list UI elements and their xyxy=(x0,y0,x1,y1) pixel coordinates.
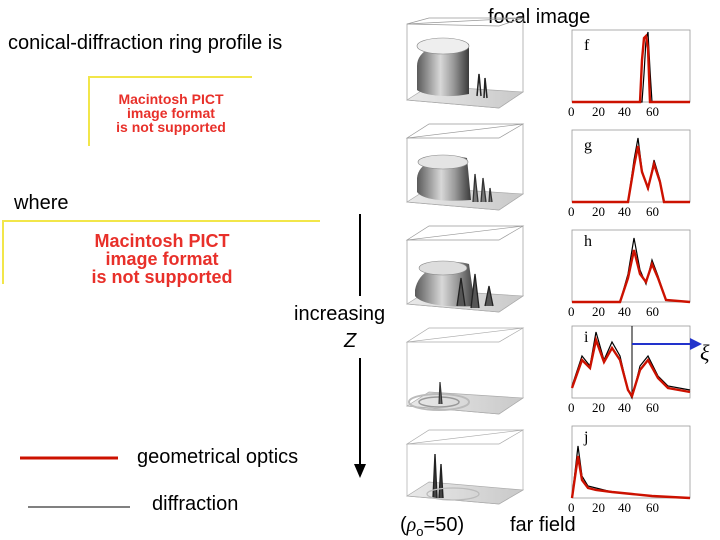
profile-plot-h xyxy=(572,230,690,302)
tick-label: 20 xyxy=(592,400,605,415)
where-text: where xyxy=(14,192,69,214)
rho-paren: ( xyxy=(400,514,407,536)
rho-symbol: ρ xyxy=(406,514,417,536)
tick-label: 40 xyxy=(618,204,631,219)
surface-plot-j xyxy=(407,430,523,504)
far-field-label: far field xyxy=(510,514,576,536)
tick-label: 60 xyxy=(646,304,659,319)
rho-subscript: o xyxy=(416,524,424,539)
profile-plots-column xyxy=(560,20,720,520)
tick-label: 60 xyxy=(646,500,659,515)
panel-letter: j xyxy=(584,429,589,446)
unsupported-image-placeholder xyxy=(2,220,320,287)
legend-label-diffraction: diffraction xyxy=(152,493,239,515)
increasing-label: increasing xyxy=(294,303,386,325)
z-label: Z xyxy=(344,330,357,352)
tick-label: 60 xyxy=(646,104,659,119)
placeholder-line: is not supported xyxy=(116,119,226,135)
xi-symbol: ξ xyxy=(700,340,710,365)
rho-value: =50) xyxy=(423,514,465,536)
tick-label: 40 xyxy=(618,304,631,319)
profile-plot-i xyxy=(572,326,690,398)
placeholder-line: image format xyxy=(105,249,219,269)
tick-label: 0 xyxy=(568,104,575,119)
xi-arrow xyxy=(632,338,702,350)
tick-label: 0 xyxy=(568,500,575,515)
surface-renderings-column xyxy=(395,16,530,506)
tick-label: 0 xyxy=(568,304,575,319)
tick-label: 20 xyxy=(592,104,605,119)
placeholder-line: Macintosh PICT xyxy=(94,231,230,251)
surface-plot-f xyxy=(407,18,523,108)
placeholder-line: image format xyxy=(127,105,215,121)
focal-image-label: focal image xyxy=(488,6,591,28)
tick-label: 0 xyxy=(568,204,575,219)
panel-letter: g xyxy=(584,137,592,154)
panel-letter: h xyxy=(584,233,592,250)
legend-swatches xyxy=(20,448,130,518)
tick-label: 40 xyxy=(618,400,631,415)
panel-letter: i xyxy=(584,329,589,346)
tick-label: 40 xyxy=(618,104,631,119)
tick-label: 60 xyxy=(646,204,659,219)
surface-plot-h xyxy=(407,226,523,312)
panel-letter: f xyxy=(584,37,590,54)
placeholder-line: Macintosh PICT xyxy=(118,91,224,107)
rho-label xyxy=(400,514,464,539)
surface-plot-g xyxy=(407,124,523,210)
placeholder-line: is not supported xyxy=(91,267,233,287)
profile-plot-f xyxy=(572,30,690,102)
tick-label: 60 xyxy=(646,400,659,415)
legend-label-geometrical: geometrical optics xyxy=(137,446,299,468)
ring-profile-text: conical-diffraction ring profile is xyxy=(8,32,283,54)
tick-label: 0 xyxy=(568,400,575,415)
profile-plot-g xyxy=(572,130,690,202)
profile-plot-j xyxy=(572,426,690,498)
unsupported-image-placeholder xyxy=(88,76,252,146)
tick-label: 20 xyxy=(592,500,605,515)
surface-plot-i xyxy=(407,328,523,414)
tick-label: 20 xyxy=(592,204,605,219)
tick-label: 40 xyxy=(618,500,631,515)
tick-label: 20 xyxy=(592,304,605,319)
